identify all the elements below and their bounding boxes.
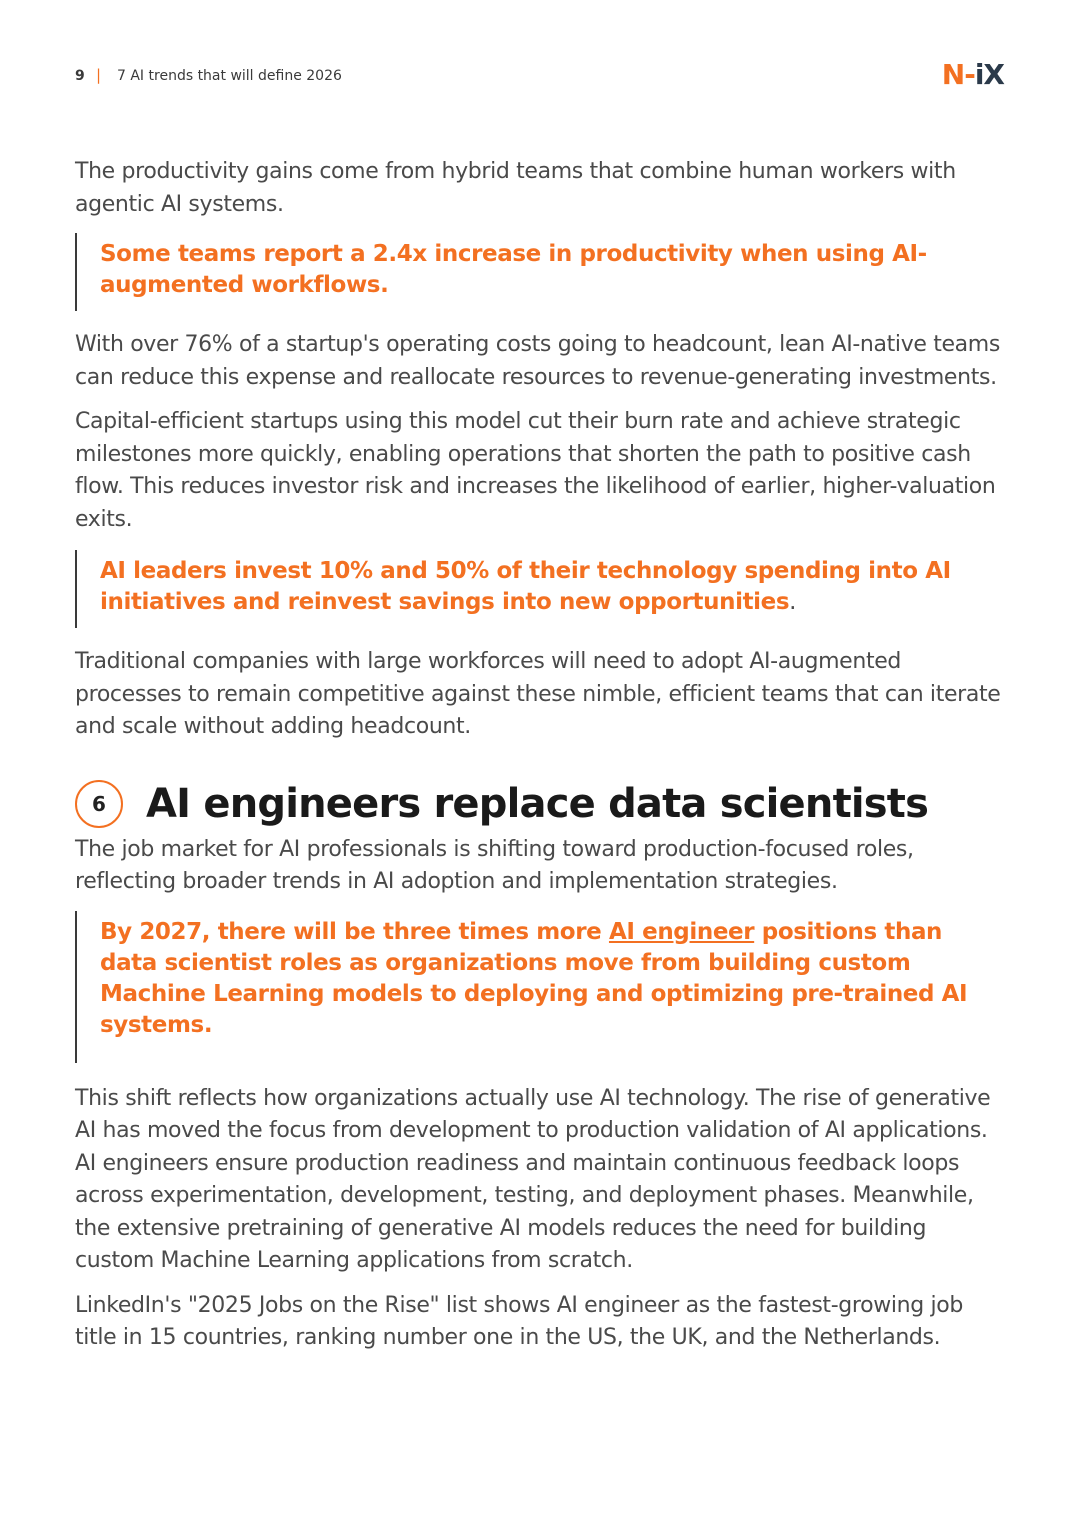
paragraph: LinkedIn's "2025 Jobs on the Rise" list shows AI engineer as the fastest-growing job title in 15 countries, ranking number one in the US, the UK, and the Netherlands. [75,1292,963,1350]
document-title: 7 AI trends that will define 2026 [117,68,342,84]
header-separator: | [96,66,102,84]
quote-text: AI leaders invest 10% and 50% of their technology spending into AI initiatives and reinvest savings into new opportunities. [100,558,951,615]
page-header [75,58,1004,94]
quote-text: Some teams report a 2.4x increase in productivity when using AI-augmented workflows. [100,241,927,298]
section-number-badge: 6 [75,780,123,828]
highlight-quote [75,550,1005,628]
section-heading [75,780,1005,828]
highlight-quote [75,233,1005,311]
n-ix-logo: N-iX [941,58,1004,91]
paragraph: The job market for AI professionals is shifting toward production-focused roles, reflecting broader trends in AI adoption and implementation strategies. [75,836,914,894]
highlight-quote [75,911,1005,1063]
paragraph: Traditional companies with large workforces will need to adopt AI-augmented processes to remain competitive against these nimble, efficient teams that can iterate and scale without adding headcount. [75,649,1001,739]
paragraph: This shift reflects how organizations actually use AI technology. The rise of generative AI has moved the focus from development to production validation of AI applications. AI engineers ensure production readiness and maintain continuous feedback loops across experimentation, development, testing, and deployment phases. Meanwhile, the extensive pretraining of generative AI models reduces the need for building custom Machine Learning applications from scratch. [75,1085,991,1273]
paragraph: The productivity gains come from hybrid teams that combine human workers with agentic AI systems. [75,159,956,217]
paragraph: With over 76% of a startup's operating costs going to headcount, lean AI-native teams can reduce this expense and reallocate resources to revenue-generating investments. [75,332,1000,390]
paragraph: Capital-efficient startups using this model cut their burn rate and achieve strategic milestones more quickly, enabling operations that shorten the path to positive cash flow. This reduces investor risk and increases the likelihood of earlier, higher-valuation exits. [75,409,996,532]
quote-text: By 2027, there will be three times more AI engineer positions than data scientist roles as organizations move from building custom Machine Learning models to deploying and optimizing pre-trained AI systems. [100,918,968,1038]
page-number: 9 [75,68,85,84]
ai-engineer-link[interactable]: AI engineer [608,918,755,945]
page-content [75,156,1005,1367]
section-title: AI engineers replace data scientists [146,780,929,827]
